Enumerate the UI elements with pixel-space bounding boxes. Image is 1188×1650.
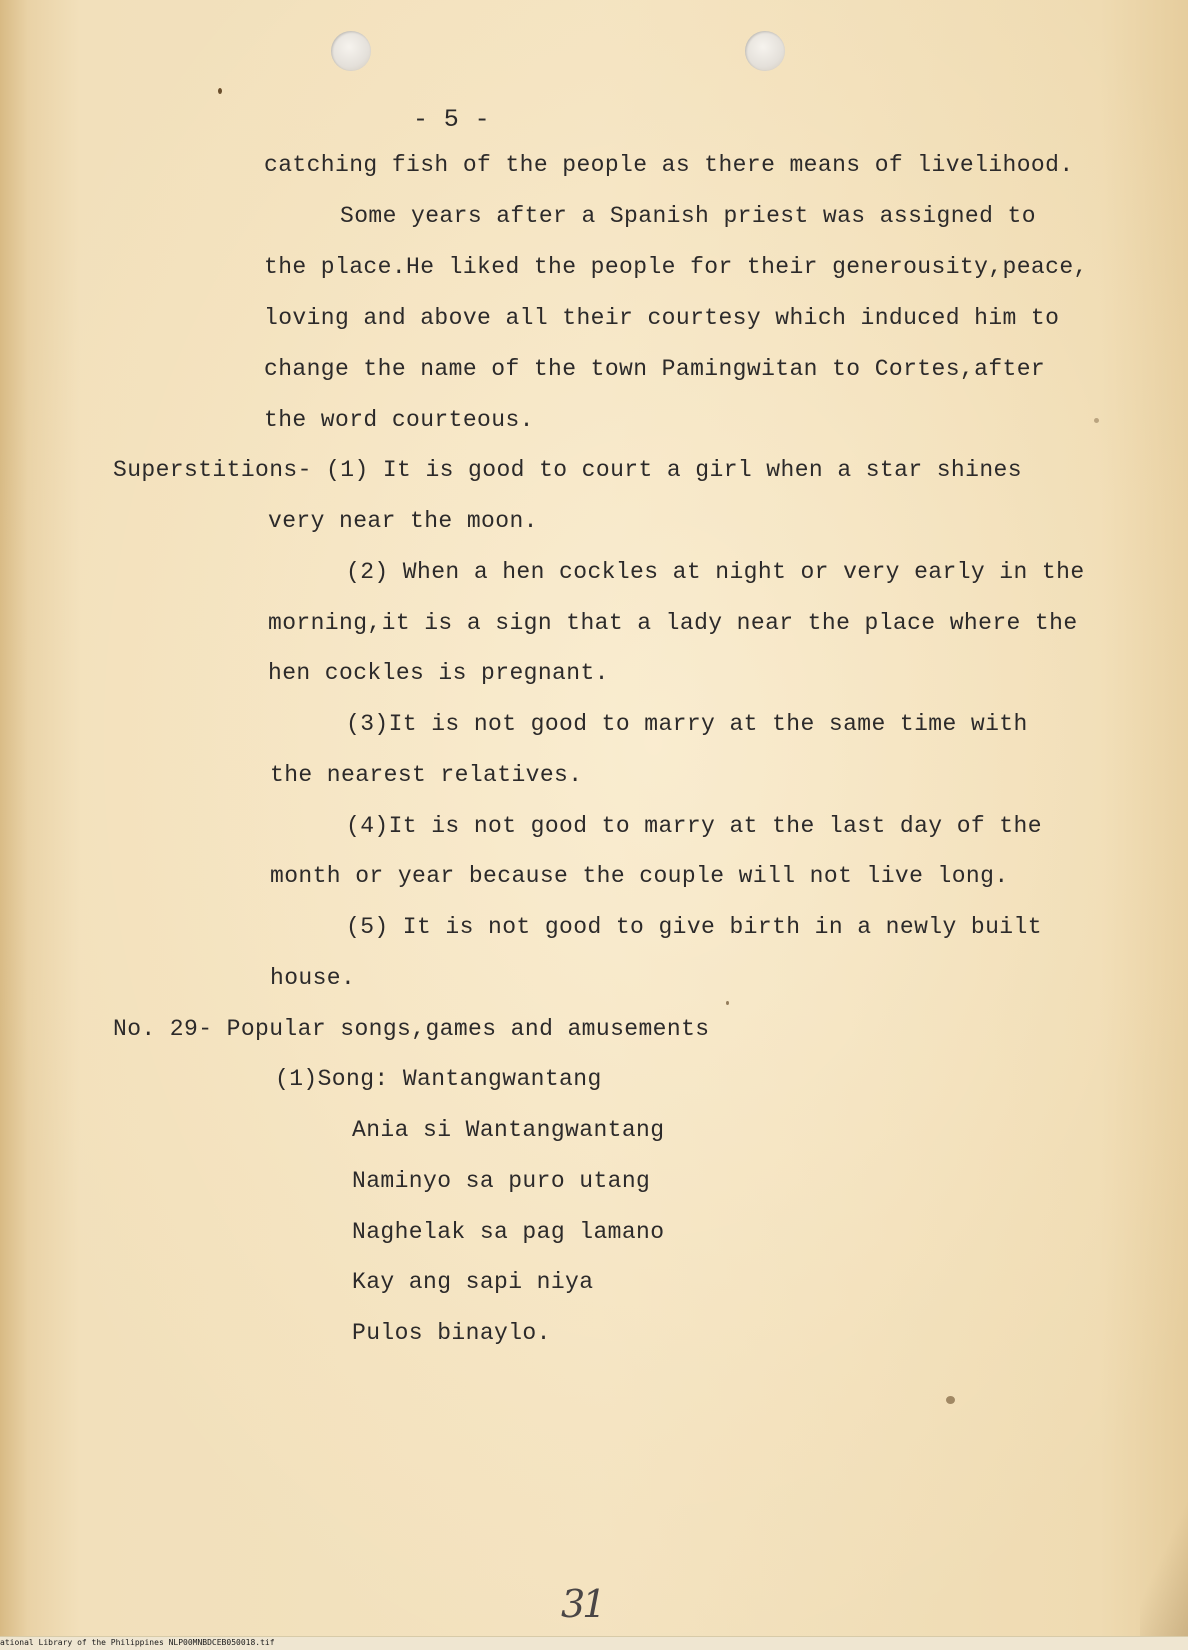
paper-speck (726, 1001, 729, 1005)
text-line: change the name of the town Pamingwitan to Cortes,after (264, 356, 1046, 382)
text-line: month or year because the couple will not live long. (270, 863, 1009, 889)
text-line: the word courteous. (264, 407, 534, 433)
song-lyric-line: Naghelak sa pag lamano (352, 1219, 665, 1245)
punch-hole-right (745, 31, 785, 71)
paper-speck (1094, 418, 1099, 423)
archive-footer: ational Library of the Philippines NLP00MNBDCEB050018.tif (0, 1638, 275, 1647)
text-line: (3)It is not good to marry at the same time with (346, 711, 1028, 737)
text-line: (2) When a hen cockles at night or very early in the (346, 559, 1085, 585)
text-line: Some years after a Spanish priest was assigned to (340, 203, 1036, 229)
text-line: the place.He liked the people for their generousity,peace, (264, 254, 1088, 280)
song-lyric-line: Ania si Wantangwantang (352, 1117, 665, 1143)
song-title-line: (1)Song: Wantangwantang (275, 1066, 602, 1092)
song-lyric-line: Pulos binaylo. (352, 1320, 551, 1346)
section-heading-line: No. 29- Popular songs,games and amusements (113, 1016, 710, 1042)
paper-speck (946, 1396, 955, 1404)
superstitions-heading-line: Superstitions- (1) It is good to court a girl when a star shines (113, 457, 1022, 483)
text-line: (4)It is not good to marry at the last day of the (346, 813, 1042, 839)
page-edge-shadow (1140, 1450, 1188, 1650)
text-line: very near the moon. (268, 508, 538, 534)
text-line: loving and above all their courtesy which induced him to (264, 305, 1060, 331)
text-line: house. (270, 965, 356, 991)
text-line: catching fish of the people as there means of livelihood. (264, 152, 1074, 178)
song-lyric-line: Kay ang sapi niya (352, 1269, 594, 1295)
paper-speck (218, 88, 222, 94)
text-line: morning,it is a sign that a lady near the place where the (268, 610, 1078, 636)
folio-number: 31 (561, 1582, 604, 1626)
text-line: the nearest relatives. (270, 762, 583, 788)
text-line: (5) It is not good to give birth in a newly built (346, 914, 1042, 940)
page-number: - 5 - (413, 105, 491, 134)
text-line: hen cockles is pregnant. (268, 660, 609, 686)
punch-hole-left (331, 31, 371, 71)
song-lyric-line: Naminyo sa puro utang (352, 1168, 651, 1194)
